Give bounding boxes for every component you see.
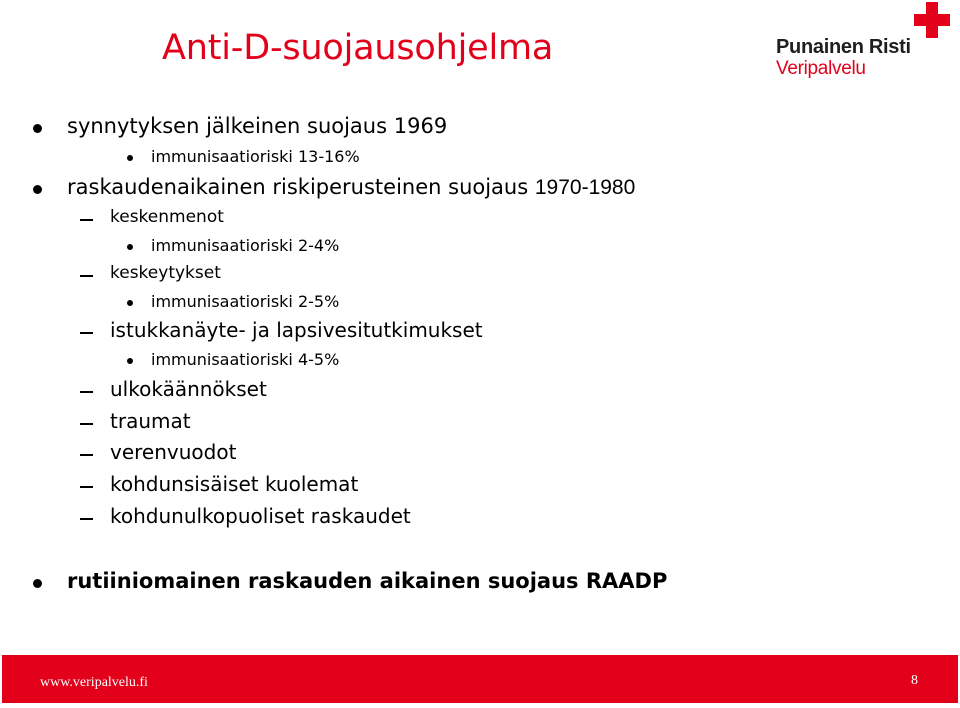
dash-text: keskeytykset — [110, 263, 221, 283]
bullet-dot-icon — [127, 155, 133, 161]
dash-text: verenvuodot — [110, 440, 237, 464]
bullet-dot-icon — [33, 124, 42, 133]
bullet-dot-icon — [33, 579, 42, 588]
logo-line-1: Punainen Risti — [776, 36, 911, 58]
dash-icon — [80, 423, 93, 425]
sub-bullet-text: immunisaatioriski 2-5% — [151, 292, 340, 311]
dash-text: kohdunulkopuoliset raskaudet — [110, 504, 411, 528]
slide-title: Anti-D-suojausohjelma — [162, 28, 554, 68]
page-number: 8 — [911, 673, 918, 688]
bullet-text — [67, 175, 635, 200]
bullet-dot-icon — [33, 185, 42, 194]
bullet-text-main: raskaudenaikainen riskiperusteinen suojaus — [67, 175, 535, 199]
logo — [776, 36, 911, 80]
dash-icon — [80, 454, 93, 456]
footer-bar — [2, 655, 958, 703]
red-cross-icon — [914, 2, 950, 38]
dash-icon — [80, 219, 93, 221]
dash-icon — [80, 332, 93, 334]
logo-line-2: Veripalvelu — [776, 58, 866, 79]
dash-text: keskenmenot — [110, 207, 224, 227]
sub-bullet-text: immunisaatioriski 2-4% — [151, 236, 340, 255]
dash-text: ulkokäännökset — [110, 377, 267, 401]
bullet-text: synnytyksen jälkeinen suojaus 1969 — [67, 114, 448, 138]
footer-url: www.veripalvelu.fi — [40, 675, 148, 690]
sub-bullet-text: immunisaatioriski 13-16% — [151, 147, 360, 166]
dash-icon — [80, 391, 93, 393]
bullet-year: 1970-1980 — [534, 176, 636, 199]
sub-bullet-text: immunisaatioriski 4-5% — [151, 350, 340, 369]
bullet-text: rutiiniomainen raskauden aikainen suojaus RAADP — [67, 569, 668, 593]
dash-icon — [80, 518, 93, 520]
dash-icon — [80, 486, 93, 488]
dash-icon — [80, 275, 93, 277]
bullet-dot-icon — [127, 244, 133, 250]
dash-text: istukkanäyte- ja lapsivesitutkimukset — [110, 318, 483, 342]
dash-text: kohdunsisäiset kuolemat — [110, 472, 359, 496]
bullet-dot-icon — [127, 300, 133, 306]
dash-text: traumat — [110, 409, 191, 433]
bullet-dot-icon — [127, 358, 133, 364]
